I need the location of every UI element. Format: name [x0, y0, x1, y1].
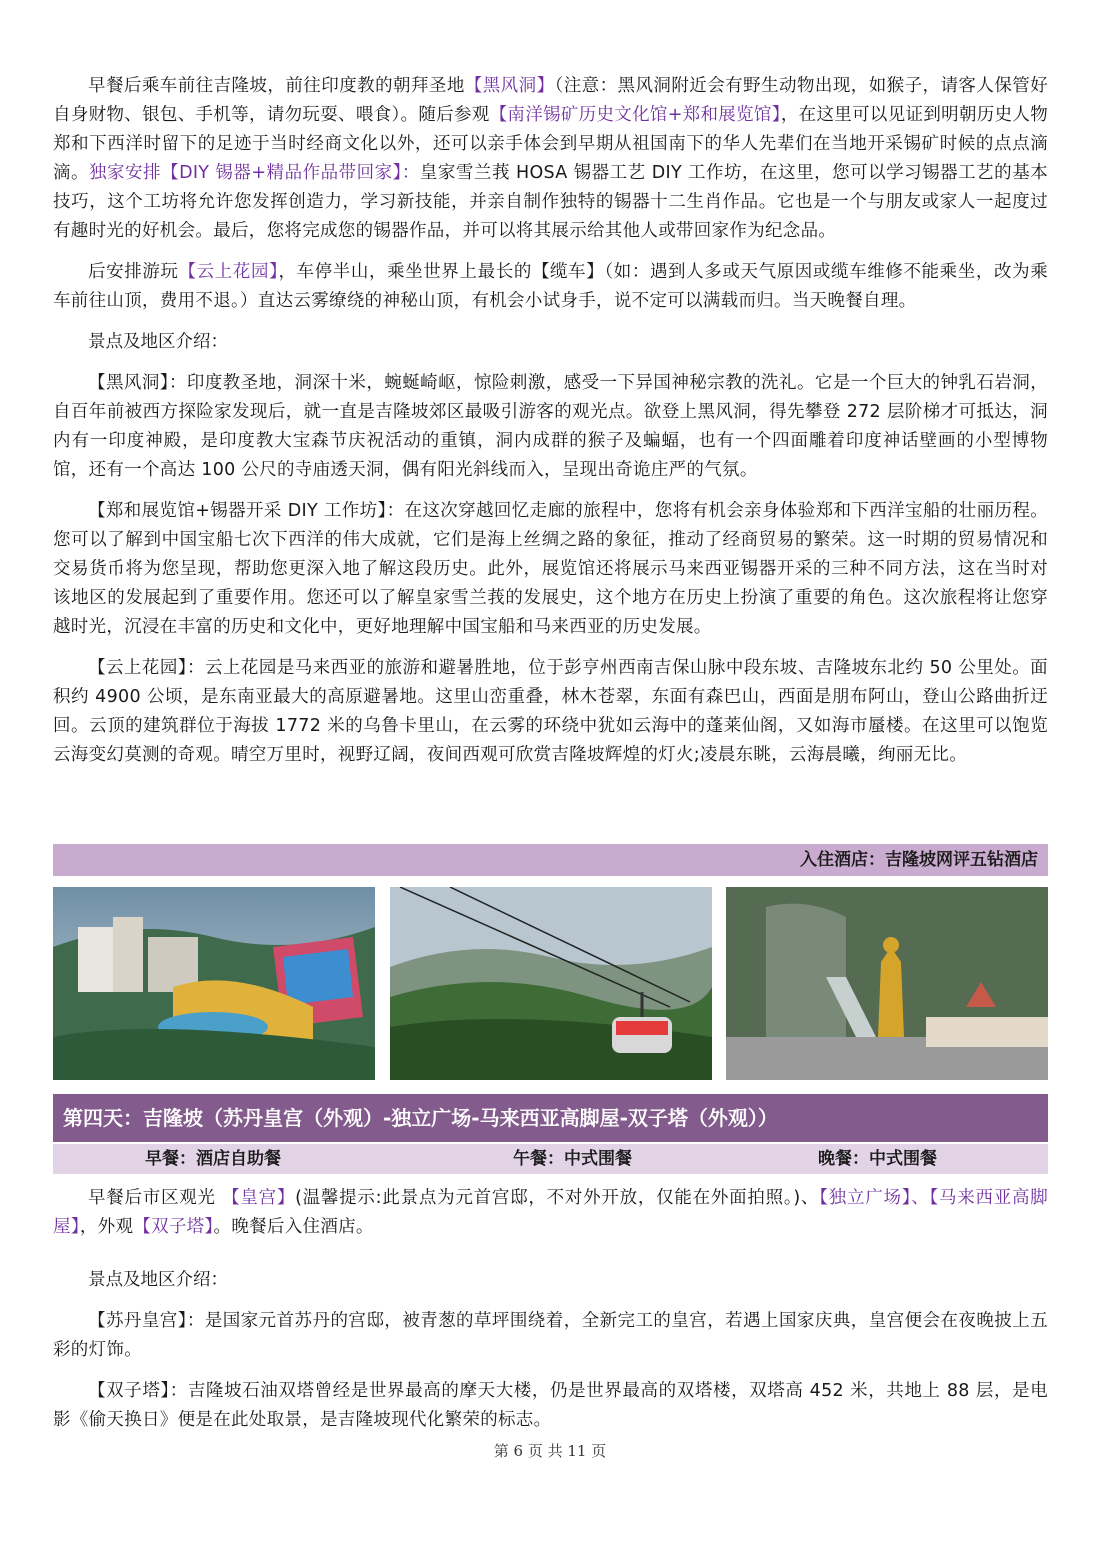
dinner: 晚餐：中式围餐	[818, 1149, 937, 1169]
intro-palace: 【苏丹皇宫】：是国家元首苏丹的宫邸，被青葱的草坪围绕着，全新完工的皇宫，若遇上国家庆典，皇宫便会在夜晚披上五彩的灯饰。	[53, 1311, 1048, 1360]
intro-heading-2: 景点及地区介绍：	[88, 1270, 228, 1290]
highlight-diy: 独家安排【DIY 锡器+精品作品带回家】：	[89, 163, 420, 183]
hotel-bar: 入住酒店：吉隆坡网评五钻酒店	[53, 844, 1048, 876]
highlight-twin-towers: 【双子塔】	[133, 1217, 214, 1237]
highlight-square: 【独立广场】、【马来西亚高脚屋】	[53, 1188, 1049, 1237]
paragraph-day4	[53, 1184, 1048, 1242]
text: ，外观	[79, 1217, 134, 1237]
page-number: 第 6 页 共 11 页	[493, 1442, 607, 1460]
text: 早餐后乘车前往吉隆坡，前往印度教的朝拜圣地	[88, 76, 465, 96]
text: 后安排游玩	[88, 262, 179, 282]
paragraph-afternoon	[53, 258, 1048, 316]
highlight-genting: 【云上花园】	[178, 262, 279, 282]
genting-photo	[53, 887, 375, 1080]
intro-twin-towers: 【双子塔】：吉隆坡石油双塔曾经是世界最高的摩天大楼，仍是世界最高的双塔楼，双塔高 452 米，共地上 88 层，是电影《偷天换日》便是在此处取景，是吉隆坡现代化繁荣的标志。	[53, 1381, 1048, 1430]
text: 。晚餐后入住酒店。	[213, 1217, 374, 1237]
text: 皇家雪兰莪 HOSA 锡器工艺 DIY 工作坊，在这里，您可以学习锡器工艺的基本技巧，这个工坊将允许您发挥创造力，学习新技能，并亲自制作独特的锡器十二生肖作品。它也是一个与朋友或家人一起度过有趣时光的好机会。最后，您将完成您的锡器作品，并可以将其展示给其他人或带回家作为纪念品。	[53, 163, 1049, 241]
itinerary-text-top	[53, 72, 1048, 782]
highlight-tin-museum: 【南洋锡矿历史文化馆+郑和展览馆】	[489, 105, 781, 125]
intro-genting: 【云上花园】：云上花园是马来西亚的旅游和避暑胜地，位于彭亨州西南吉保山脉中段东坡、吉隆坡东北约 50 公里处。面积约 4900 公顷，是东南亚最大的高原避暑地。这里山峦重叠，林木苍翠，东面有森巴山，西面是朋布阿山，登山公路曲折迂回。云顶的建筑群位于海拔 1772 米的乌鲁卡里山，在云雾的环绕中犹如云海中的蓬莱仙阁，又如海市蜃楼。在这里可以饱览云海变幻莫测的奇观。晴空万里时，视野辽阔，夜间西观可欣赏吉隆坡辉煌的灯火;凌晨东眺，云海晨曦，绚丽无比。	[53, 658, 1048, 765]
intro-zhenghe-museum: 【郑和展览馆+锡器开采 DIY 工作坊】：在这次穿越回忆走廊的旅程中，您将有机会亲身体验郑和下西洋宝船的壮丽历程。您可以了解到中国宝船七次下西洋的伟大成就，它们是海上丝绸之路的象征，推动了经商贸易的繁荣。这一时期的贸易情况和交易货币将为您呈现，帮助您更深入地了解这段历史。此外，展览馆还将展示马来西亚锡器开采的三种不同方法，这在当时对该地区的发展起到了重要作用。您还可以了解皇家雪兰莪的发展史，这个地方在历史上扮演了重要的角色。这次旅程将让您穿越时光，沉浸在丰富的历史和文化中，更好地理解中国宝船和马来西亚的历史发展。	[53, 501, 1048, 637]
highlight-batu-caves: 【黑风洞】	[464, 76, 555, 96]
day4-title: 第四天：吉隆坡（苏丹皇宫（外观）-独立广场-马来西亚高脚屋-双子塔（外观））	[53, 1094, 1048, 1142]
paragraph-morning	[53, 72, 1048, 246]
text: 早餐后市区观光	[88, 1188, 223, 1208]
intro-heading: 景点及地区介绍：	[88, 332, 228, 352]
cable-car-photo	[390, 887, 712, 1080]
meals-bar	[53, 1144, 1048, 1174]
text: ，车停半山，乘坐世界上最长的【缆车】（如：遇到人多或天气原因或缆车维修不能乘坐，改为乘车前往山顶，费用不退。）直达云雾缭绕的神秘山顶，有机会小试身手，说不定可以满载而归。当天晚餐自理。	[53, 262, 1049, 311]
text: (温馨提示:此景点为元首宫邸，不对外开放，仅能在外面拍照。)、	[295, 1188, 820, 1208]
photo-strip	[53, 878, 1048, 1090]
intro-batu-caves: 【黑风洞】：印度教圣地，洞深十米，蜿蜒崎岖，惊险刺激，感受一下异国神秘宗教的洗礼。它是一个巨大的钟乳石岩洞，自百年前被西方探险家发现后，就一直是吉隆坡郊区最吸引游客的观光点。欲登上黑风洞，得先攀登 272 层阶梯才可抵达，洞内有一印度神殿，是印度教大宝森节庆祝活动的重镇，洞内成群的猴子及蝙蝠，也有一个四面雕着印度神话壁画的小型博物馆，还有一个高达 100 公尺的寺庙透天洞，偶有阳光斜线而入，呈现出奇诡庄严的气氛。	[53, 373, 1048, 480]
text: （注意：黑风洞附近会有野生动物出现，如猴子，请客人保管好自身财物、银包、手机等，请勿玩耍、喂食）。随后参观	[53, 76, 1049, 125]
highlight-palace: 【皇宫】	[222, 1188, 296, 1208]
lunch: 午餐：中式围餐	[513, 1149, 632, 1169]
itinerary-text-bottom	[53, 1184, 1048, 1447]
batu-caves-photo	[726, 887, 1048, 1080]
breakfast: 早餐：酒店自助餐	[145, 1149, 281, 1169]
text: ，在这里可以见证到明朝历史人物郑和下西洋时留下的足迹于当时经商文化以外，还可以亲手体会到早期从祖国南下的华人先辈们在当地开采锡矿时候的点点滴滴。	[53, 105, 1049, 183]
